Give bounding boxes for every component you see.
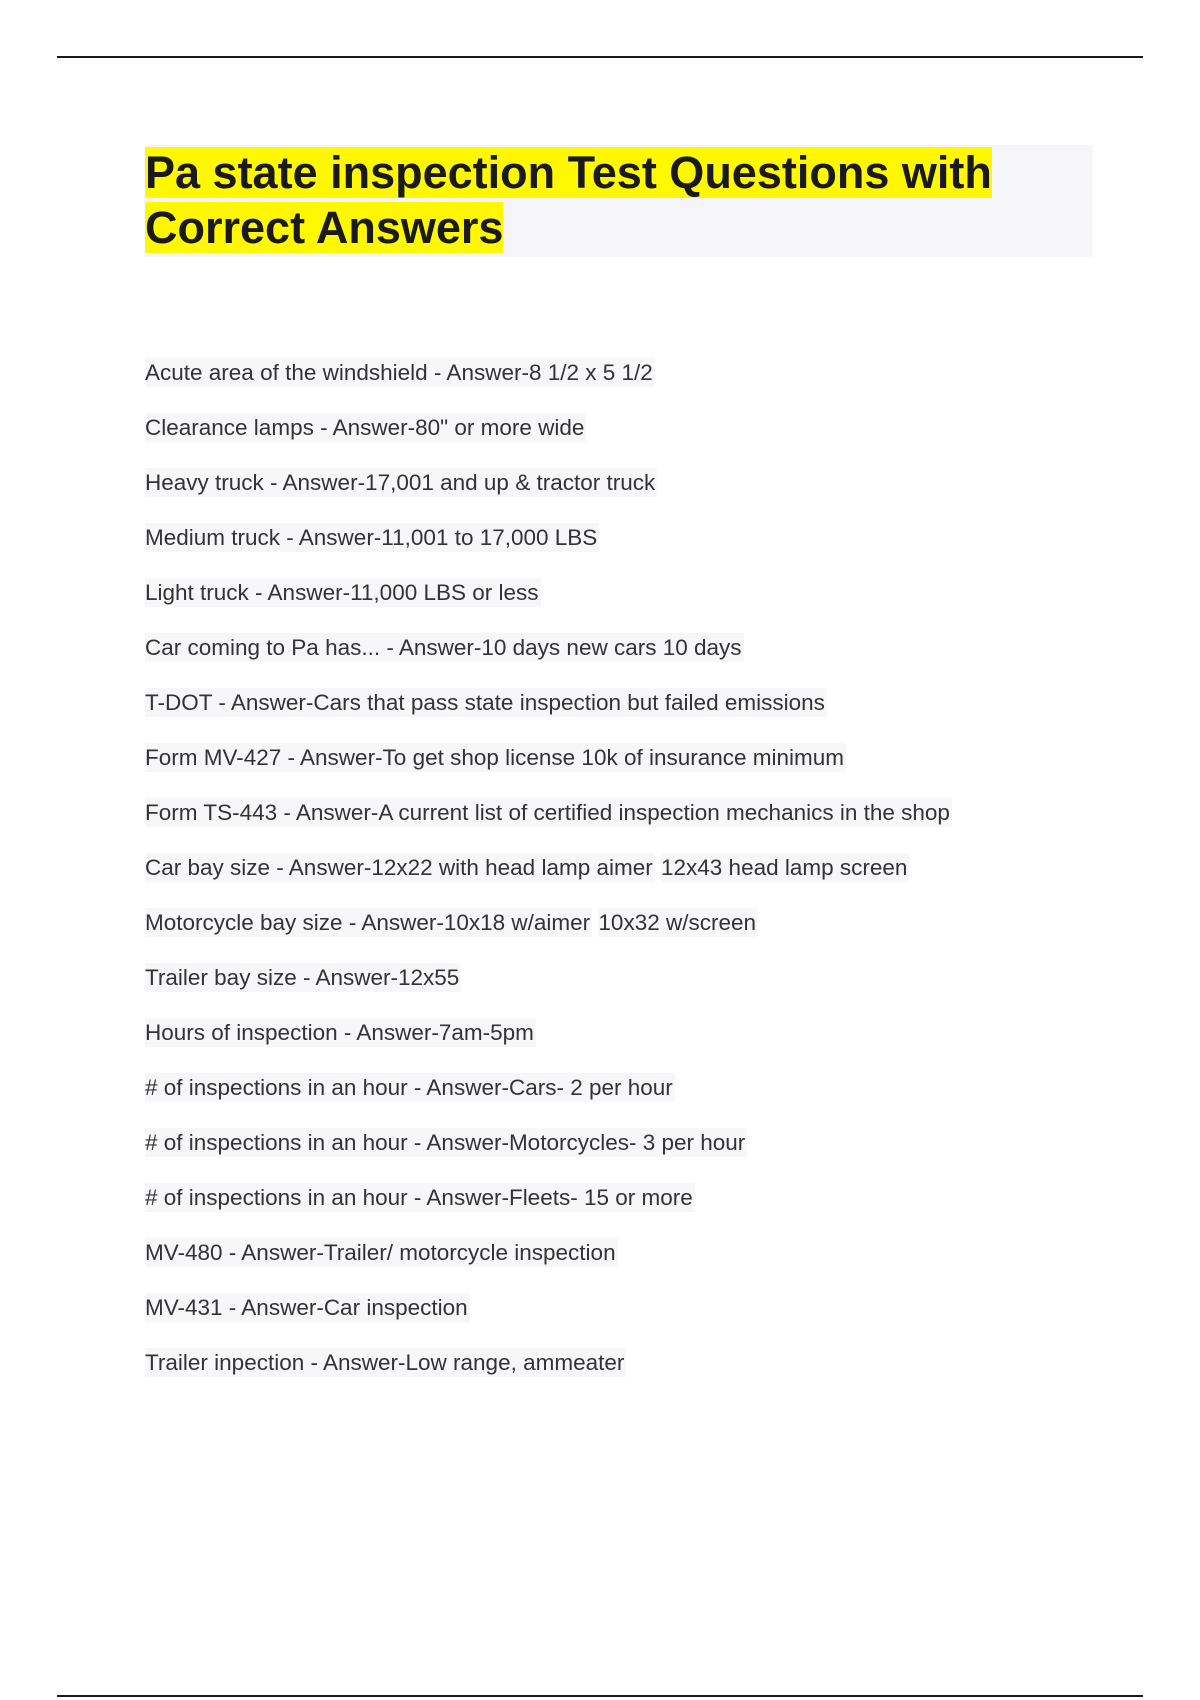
list-item [145, 743, 1105, 772]
list-item [145, 1348, 1105, 1377]
qa-text: Light truck - Answer-11,000 LBS or less [145, 580, 539, 605]
list-item [145, 633, 1105, 662]
qa-text: Form MV-427 - Answer-To get shop license 10k of insurance minimum [145, 745, 845, 770]
qa-text-continued: 10x32 w/screen [598, 910, 757, 935]
list-item [145, 853, 1105, 882]
top-rule [57, 56, 1143, 58]
qa-list [145, 358, 1105, 1403]
list-item [145, 578, 1105, 607]
qa-text: Clearance lamps - Answer-80" or more wide [145, 415, 585, 440]
qa-text: Car bay size - Answer-12x22 with head lamp aimer [145, 855, 653, 880]
list-item [145, 963, 1105, 992]
list-item [145, 523, 1105, 552]
qa-text: Form TS-443 - Answer-A current list of certified inspection mechanics in the shop [145, 800, 950, 825]
qa-text: # of inspections in an hour - Answer-Fleets- 15 or more [145, 1185, 693, 1210]
qa-text: Medium truck - Answer-11,001 to 17,000 LBS [145, 525, 598, 550]
title-block [145, 145, 1093, 257]
list-item [145, 413, 1105, 442]
bottom-rule [57, 1695, 1143, 1697]
list-item [145, 1293, 1105, 1322]
qa-text: Hours of inspection - Answer-7am-5pm [145, 1020, 534, 1045]
list-item [145, 908, 1105, 937]
qa-text: # of inspections in an hour - Answer-Motorcycles- 3 per hour [145, 1130, 746, 1155]
qa-text: T-DOT - Answer-Cars that pass state inspection but failed emissions [145, 690, 825, 715]
qa-text: # of inspections in an hour - Answer-Cars- 2 per hour [145, 1075, 673, 1100]
list-item [145, 1238, 1105, 1267]
list-item [145, 1018, 1105, 1047]
qa-text: MV-480 - Answer-Trailer/ motorcycle inspection [145, 1240, 616, 1265]
qa-text: Car coming to Pa has... - Answer-10 days new cars 10 days [145, 635, 742, 660]
qa-text: MV-431 - Answer-Car inspection [145, 1295, 468, 1320]
qa-text: Motorcycle bay size - Answer-10x18 w/aimer [145, 910, 591, 935]
qa-text: Heavy truck - Answer-17,001 and up & tractor truck [145, 470, 656, 495]
list-item [145, 1183, 1105, 1212]
title-line-2: Correct Answers [145, 202, 504, 253]
list-item [145, 1128, 1105, 1157]
list-item [145, 468, 1105, 497]
list-item [145, 1073, 1105, 1102]
list-item [145, 358, 1105, 387]
list-item [145, 798, 1105, 827]
qa-text: Trailer bay size - Answer-12x55 [145, 965, 460, 990]
qa-text-continued: 12x43 head lamp screen [661, 855, 908, 880]
qa-text: Acute area of the windshield - Answer-8 1/2 x 5 1/2 [145, 360, 653, 385]
list-item [145, 688, 1105, 717]
qa-text: Trailer inpection - Answer-Low range, ammeater [145, 1350, 625, 1375]
document-title [145, 145, 1093, 255]
title-line-1: Pa state inspection Test Questions with [145, 147, 992, 198]
